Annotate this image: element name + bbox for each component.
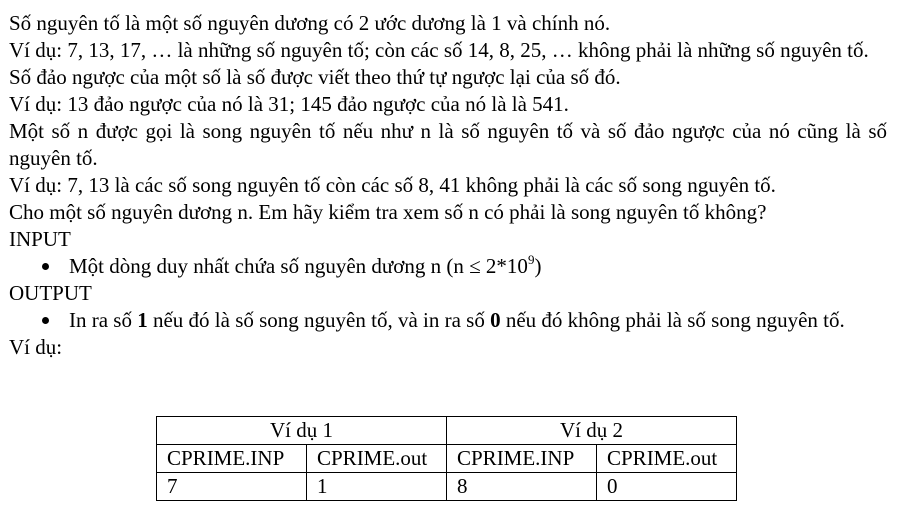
- table-cell: 7: [157, 473, 307, 501]
- column-header: CPRIME.out: [597, 445, 737, 473]
- column-header: CPRIME.out: [307, 445, 447, 473]
- example-reverse: Ví dụ: 13 đảo ngược của nó là 31; 145 đảo ngược của nó là là 541.: [9, 92, 569, 116]
- input-exponent: 9: [527, 252, 535, 267]
- definition-reverse: Số đảo ngược của một số là số được viết theo thứ tự ngược lại của số đó.: [9, 65, 621, 89]
- example-primes: Ví dụ: 7, 13, 17, … là những số nguyên tố; còn các số 14, 8, 25, … không phải là những số nguyên tố.: [9, 38, 869, 62]
- task-statement: Cho một số nguyên dương n. Em hãy kiểm tra xem số n có phải là song nguyên tố không?: [9, 200, 767, 224]
- input-heading: INPUT: [9, 227, 71, 251]
- example-twin-primes: Ví dụ: 7, 13 là các số song nguyên tố còn các số 8, 41 không phải là các số song nguyên tố.: [9, 173, 776, 197]
- output-bold-0: 0: [490, 308, 501, 332]
- group-header-example-1: Ví dụ 1: [157, 417, 447, 445]
- table-cell: 0: [597, 473, 737, 501]
- table-column-header-row: [157, 445, 737, 473]
- output-text-2: nếu đó là số song nguyên tố, và in ra số: [147, 308, 491, 332]
- column-header: CPRIME.INP: [447, 445, 597, 473]
- output-text-1: In ra số: [69, 308, 138, 332]
- definition-prime: Số nguyên tố là một số nguyên dương có 2 ước dương là 1 và chính nó.: [9, 11, 611, 35]
- definition-twin-prime: Một số n được gọi là song nguyên tố nếu như n là số nguyên tố và số đảo ngược của nó cũng là số nguyên tố.: [9, 119, 887, 170]
- output-bullet: [9, 307, 887, 334]
- group-header-example-2: Ví dụ 2: [447, 417, 737, 445]
- table-group-header-row: [157, 417, 737, 445]
- table-row: [157, 473, 737, 501]
- input-close-paren: ): [534, 254, 542, 278]
- output-bold-1: 1: [137, 308, 148, 332]
- output-heading: OUTPUT: [9, 281, 92, 305]
- problem-statement: [9, 10, 889, 361]
- example-label: Ví dụ:: [9, 335, 63, 359]
- table-cell: 8: [447, 473, 597, 501]
- column-header: CPRIME.INP: [157, 445, 307, 473]
- input-description: Một dòng duy nhất chứa số nguyên dương n (n ≤ 2*10: [69, 254, 528, 278]
- examples-table: [156, 416, 737, 501]
- input-bullet: [9, 253, 887, 280]
- output-text-3: nếu đó không phải là số song nguyên tố.: [500, 308, 845, 332]
- table-cell: 1: [307, 473, 447, 501]
